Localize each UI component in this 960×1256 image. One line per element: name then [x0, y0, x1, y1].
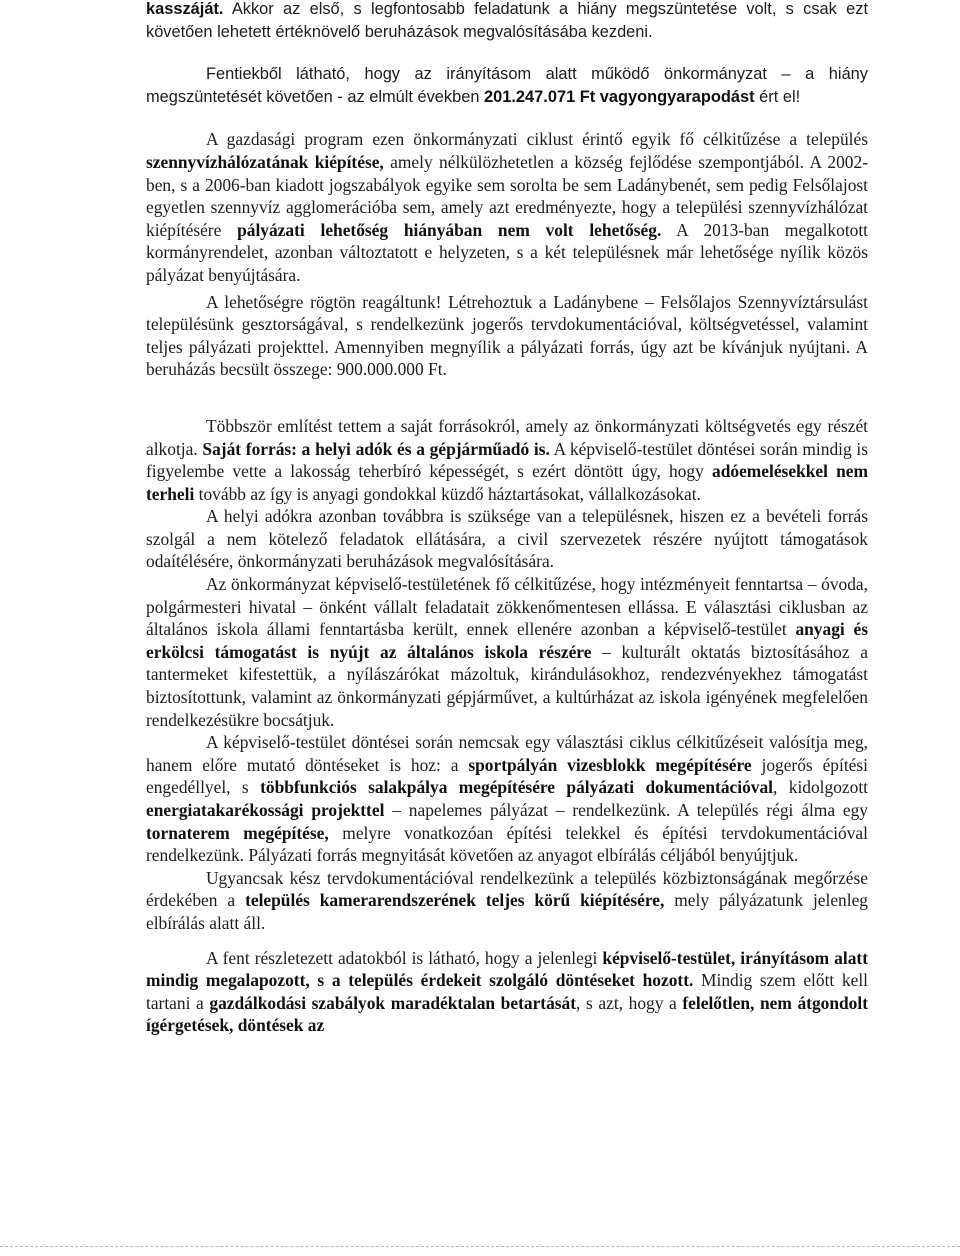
bold-text: kasszáját. [146, 0, 224, 18]
bold-text: anyagi és erkölcsi támogatást is nyújt az általános iskola részére [146, 619, 868, 662]
bold-text: többfunkciós salakpálya megépítésére pályázati dokumentációval [260, 777, 774, 798]
paragraph-asset-growth [146, 63, 868, 108]
paragraph-conclusion [146, 947, 868, 1037]
bold-text: adóemelésekkel nem terheli [146, 461, 868, 504]
paragraph-text: – kulturált oktatás biztosításához a tantermeket kifestettük, a nyílászárókat mázoltuk, kirándulásokhoz, rendezvényekhez támogatást biztosítottunk, valamint az önkormányzati gépjárművet, a kultúrházat az iskola igényének megfelelően rendelkezésükre bocsátjuk. [146, 641, 868, 730]
paragraph-text: – napelemes pályázat – rendelkezünk. A település régi álma egy [384, 800, 868, 820]
paragraph-institutions [146, 573, 868, 731]
paragraph-text: Akkor az első, s legfontosabb feladatunk a hiány megszüntetése volt, s csak ezt követően lehetett értéknövelő beruházások megvalósításába kezdeni. [146, 0, 868, 41]
paragraph-text: A lehetőségre rögtön reagáltunk! Létrehoztuk a Ladánybene – Felsőlajos Szennyvíztársulást településünk gesztorságával, s rendelkezünk jogerős tervdokumentációval, költségvetéssel, valamint teljes pályázati projekttel. Amennyiben megnyílik a pályázati forrás, úgy azt be kívánjuk nyújtani. A beruházás becsült összege: 900.000.000 Ft. [146, 291, 868, 380]
paragraph-text: A 2013-ban megalkotott kormányrendelet, azonban változtatott e helyzeten, s a két településnek már lehetősége nyílik közös pályázat benyújtására. [146, 219, 869, 285]
document-page [146, 0, 868, 1037]
paragraph-text: jogerős építési engedéllyel, s [146, 754, 868, 798]
scan-edge-line [0, 1246, 960, 1247]
bold-text: felelőtlen, nem átgondolt ígérgetések, döntések az [146, 992, 869, 1036]
paragraph-text: A képviselő-testület döntései során mindig is figyelembe vette a lakosság teherbíró képességét, s ezért döntött úgy, hogy [146, 438, 868, 482]
paragraph-text: A képviselő-testület döntései során nemcsak egy választási ciklus célkitűzéseit valósítja meg, hanem előre mutató döntéseket is hoz: a [146, 732, 868, 775]
paragraph-forward-decisions [146, 731, 868, 867]
bold-text: gazdálkodási szabályok maradéktalan betartását [209, 992, 577, 1013]
paragraph-text: A gazdasági program ezen önkormányzati ciklust érintő egyik fő célkitűzése a település [206, 129, 868, 150]
paragraph-text: mely pályázatunk jelenleg elbírálás alatt áll. [146, 890, 869, 933]
paragraph-text: melyre vonatkozóan építési telekkel és építési tervdokumentációval rendelkezünk. Pályázati forrás megnyitását követően az anyagot elbírálás céljából benyújtjuk. [146, 822, 868, 866]
bold-text: Saját forrás: a helyi adók és a gépjárműadó is. [202, 438, 550, 459]
paragraph-text: , kidolgozott [773, 777, 868, 798]
paragraph-text: amely nélkülözhetetlen a község fejlődése szempontjából. A 2002-ben, s a 2006-ban kiadott jogszabályok egyike sem sorolta be sem Ladánybenét, sem pedig Felsőlajost egyetlen szennyvíz agglomerációba sem, amely azt eredményezte, hogy a települési szennyvízhálózat kiépítésére [146, 151, 868, 240]
paragraph-text: Mindig szem előtt kell tartani a [146, 970, 868, 1013]
paragraph-text: Többször említést tettem a saját forrásokról, amely az önkormányzati költségvetés egy részét alkotja. [146, 415, 868, 459]
paragraph-text: Fentiekből látható, hogy az irányításom alatt működő önkormányzat – a hiány megszüntetését követően - az elmúlt években [146, 65, 868, 106]
bold-text: képviselő-testület, irányításom alatt mindig megalapozott, s a település érdekeit szolgáló döntéseket hozott. [146, 947, 868, 991]
paragraph-own-revenue [146, 415, 868, 505]
bold-text: pályázati lehetőség hiányában nem volt lehetőség. [237, 219, 662, 240]
paragraph-deficit-elimination [146, 0, 868, 43]
bold-text: szennyvízhálózatának kiépítése, [146, 151, 384, 172]
bold-text: tornaterem megépítése, [146, 822, 329, 843]
paragraph-sewer-association [146, 291, 868, 381]
asset-growth-amount: 201.247.071 Ft vagyongyarapodást [484, 87, 755, 106]
paragraph-camera-system [146, 867, 868, 935]
paragraph-text: Az önkormányzat képviselő-testületének fő célkitűzése, hogy intézményeit fenntartsa – óvoda, polgármesteri hivatal – önként vállalt feladatait zökkenőmentesen ellássa. E választási ciklusban az általános iskola állami fenntartásba került, ennek ellenére azonban a képviselő-testület [146, 574, 868, 640]
paragraph-local-taxes [146, 505, 868, 573]
bold-text: energiatakarékossági projekttel [146, 800, 385, 820]
paragraph-sewer-network [146, 128, 868, 286]
bold-text: sportpályán vizesblokk megépítésére [468, 754, 752, 775]
paragraph-text: , s azt, hogy a [576, 992, 683, 1013]
bold-text: település kamerarendszerének teljes körű kiépítésére, [245, 890, 665, 911]
paragraph-text: A helyi adókra azonban továbbra is szüksége van a településnek, hiszen ez a bevételi forrás szolgál a nem kötelező feladatok ellátására, a civil szervezetek részére nyújtott támogatások odaítélésére, önkormányzati beruházások megvalósítására. [146, 506, 868, 572]
paragraph-text: tovább az így is anyagi gondokkal küzdő háztartásokat, vállalkozásokat. [194, 483, 701, 504]
paragraph-text-end: ért el! [754, 87, 801, 106]
paragraph-text: A fent részletezett adatokból is látható, hogy a jelenlegi [206, 947, 603, 968]
paragraph-text: Ugyancsak kész tervdokumentációval rendelkezünk a település közbiztonságának megőrzése érdekében a [146, 867, 868, 911]
